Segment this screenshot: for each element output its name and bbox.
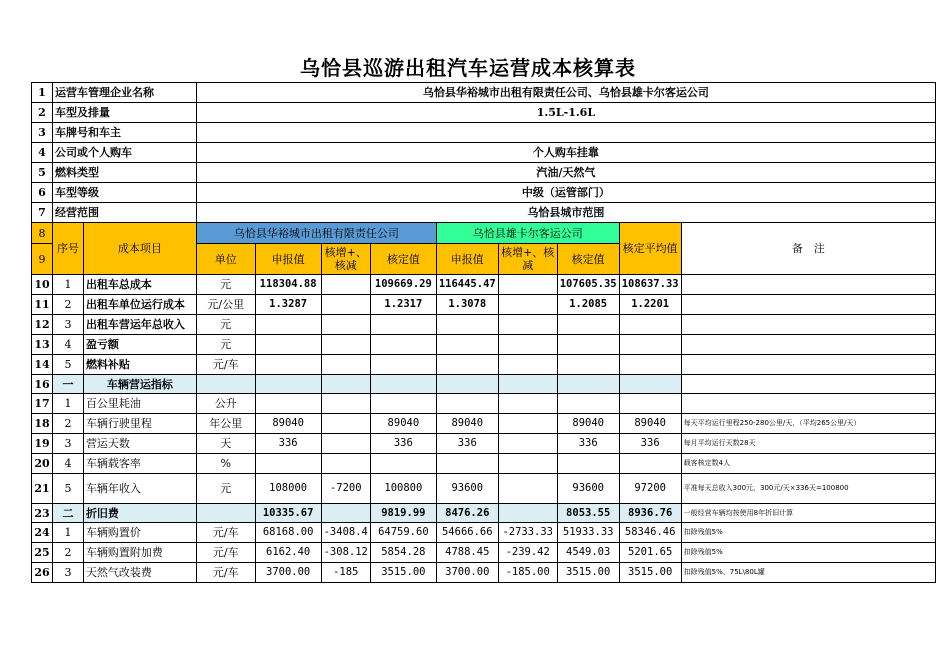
report-value-2 [436,375,498,394]
note-cell: 扣除残值5% [681,543,935,563]
approved-value-2: 93600 [557,474,619,504]
row-number: 7 [32,203,53,223]
report-value-2 [436,355,498,375]
report-value-1: 336 [255,434,321,454]
row-number: 21 [32,474,53,504]
adjust-value-1 [321,504,370,523]
table-row [32,434,936,454]
item-cell: 燃料补贴 [83,355,196,375]
adjust-value-2 [498,474,557,504]
adjust-value-2 [498,275,557,295]
seq-cell: 5 [52,474,83,504]
info-row [32,123,936,143]
info-value: 1.5L-1.6L [196,103,935,123]
approved-value-1 [370,335,436,355]
adjust-value-1 [321,414,370,434]
report-value-2: 4788.45 [436,543,498,563]
item-cell: 车辆载客率 [83,454,196,474]
report-value-1: 68168.00 [255,523,321,543]
approved-value-2: 336 [557,434,619,454]
adjust-value-1 [321,394,370,414]
table-row [32,375,936,394]
report-value-2: 116445.47 [436,275,498,295]
report-value-2 [436,454,498,474]
seq-cell: 1 [52,394,83,414]
row-number: 18 [32,414,53,434]
approved-value-1: 64759.60 [370,523,436,543]
adjust-value-2 [498,315,557,335]
adjust-value-2: -185.00 [498,563,557,583]
adjust-value-1 [321,375,370,394]
avg-value: 5201.65 [619,543,681,563]
note-cell: 扣除残值5%、75L\80L罐 [681,563,935,583]
info-row [32,103,936,123]
row-number: 26 [32,563,53,583]
report-value-2: 8476.26 [436,504,498,523]
adjust-value-2 [498,394,557,414]
adjust-value-1: -3408.4 [321,523,370,543]
avg-value: 3515.00 [619,563,681,583]
approved-header-2: 核定值 [557,244,619,275]
item-cell: 盈亏额 [83,335,196,355]
table-row [32,355,936,375]
table-row [32,563,936,583]
avg-value: 108637.33 [619,275,681,295]
report-header-1: 申报值 [255,244,321,275]
table-row [32,474,936,504]
adjust-header-2: 核增+、核减 [498,244,557,275]
info-label: 车型及排量 [52,103,196,123]
adjust-value-2: -239.42 [498,543,557,563]
seq-cell: 一 [52,375,83,394]
unit-cell: 公升 [196,394,255,414]
approved-value-1 [370,375,436,394]
approved-value-2: 8053.55 [557,504,619,523]
adjust-value-2 [498,454,557,474]
adjust-value-1 [321,355,370,375]
note-cell: 一般经营车辆均按使用8年折旧计算 [681,504,935,523]
info-label: 公司或个人购车 [52,143,196,163]
note-cell: 每月平均运行天数28天 [681,434,935,454]
row-number: 19 [32,434,53,454]
approved-value-1: 109669.29 [370,275,436,295]
item-cell: 营运天数 [83,434,196,454]
table-row [32,295,936,315]
info-value: 汽油/天然气 [196,163,935,183]
seq-cell: 4 [52,335,83,355]
seq-cell: 4 [52,454,83,474]
info-row [32,143,936,163]
note-cell: 扣除残值5% [681,523,935,543]
unit-cell: 元 [196,315,255,335]
item-cell: 百公里耗油 [83,394,196,414]
adjust-value-1 [321,335,370,355]
note-cell [681,355,935,375]
approved-header-1: 核定值 [370,244,436,275]
note-cell: 平准每天总收入300元，300元/天×336天=100800 [681,474,935,504]
row-number: 23 [32,504,53,523]
unit-cell: 元 [196,275,255,295]
report-value-1 [255,355,321,375]
avg-value [619,315,681,335]
note-cell [681,375,935,394]
avg-value [619,375,681,394]
note-cell [681,315,935,335]
row-number: 9 [32,244,53,275]
unit-cell: 元/车 [196,543,255,563]
avg-header: 核定平均值 [619,223,681,275]
adjust-value-2 [498,355,557,375]
approved-value-1: 336 [370,434,436,454]
info-label: 运营车管理企业名称 [52,83,196,103]
table-row [32,543,936,563]
seq-cell: 2 [52,543,83,563]
unit-cell: % [196,454,255,474]
unit-cell: 天 [196,434,255,454]
unit-cell: 元/车 [196,563,255,583]
seq-cell: 二 [52,504,83,523]
adjust-value-1 [321,454,370,474]
adjust-value-1 [321,295,370,315]
note-cell [681,295,935,315]
unit-cell [196,504,255,523]
adjust-value-2 [498,434,557,454]
info-label: 车牌号和车主 [52,123,196,143]
adjust-value-2: -2733.33 [498,523,557,543]
seq-cell: 2 [52,295,83,315]
report-value-2: 3700.00 [436,563,498,583]
table-row [32,394,936,414]
row-number: 20 [32,454,53,474]
report-value-2: 93600 [436,474,498,504]
unit-cell: 元 [196,474,255,504]
adjust-value-1 [321,315,370,335]
adjust-header-1: 核增+、核减 [321,244,370,275]
avg-value [619,454,681,474]
table-row [32,315,936,335]
unit-cell: 年公里 [196,414,255,434]
note-cell [681,275,935,295]
approved-value-1 [370,394,436,414]
table-row [32,504,936,523]
approved-value-2 [557,315,619,335]
unit-cell: 元 [196,335,255,355]
report-value-1 [255,375,321,394]
approved-value-1: 5854.28 [370,543,436,563]
item-cell: 出租车营运年总收入 [83,315,196,335]
info-row [32,203,936,223]
seq-cell: 1 [52,275,83,295]
adjust-value-1: -185 [321,563,370,583]
report-value-2: 336 [436,434,498,454]
unit-cell [196,375,255,394]
unit-cell: 元/车 [196,355,255,375]
avg-value: 58346.46 [619,523,681,543]
info-value: 个人购车挂靠 [196,143,935,163]
info-value: 中级（运管部门） [196,183,935,203]
row-number: 2 [32,103,53,123]
table-row [32,454,936,474]
info-value [196,123,935,143]
report-value-2 [436,394,498,414]
approved-value-1: 100800 [370,474,436,504]
row-number: 1 [32,83,53,103]
approved-value-2: 89040 [557,414,619,434]
approved-value-1: 1.2317 [370,295,436,315]
approved-value-1 [370,315,436,335]
seq-cell: 5 [52,355,83,375]
adjust-value-1: -7200 [321,474,370,504]
info-value: 乌恰县城市范围 [196,203,935,223]
seq-cell: 3 [52,315,83,335]
row-number: 6 [32,183,53,203]
item-cell: 天然气改装费 [83,563,196,583]
report-header-2: 申报值 [436,244,498,275]
approved-value-2: 3515.00 [557,563,619,583]
seq-cell: 3 [52,434,83,454]
row-number: 8 [32,223,53,244]
approved-value-2: 4549.03 [557,543,619,563]
note-cell [681,394,935,414]
unit-cell: 元/车 [196,523,255,543]
approved-value-2 [557,355,619,375]
report-value-1 [255,454,321,474]
item-cell: 车辆行驶里程 [83,414,196,434]
avg-value: 1.2201 [619,295,681,315]
report-value-1 [255,315,321,335]
adjust-value-1 [321,434,370,454]
item-cell: 车辆营运指标 [83,375,196,394]
row-number: 5 [32,163,53,183]
report-value-1: 3700.00 [255,563,321,583]
info-value: 乌恰县华裕城市出租有限责任公司、乌恰县雄卡尔客运公司 [196,83,935,103]
report-value-2: 1.3078 [436,295,498,315]
info-label: 经营范围 [52,203,196,223]
remarks-header: 备 注 [681,223,935,275]
row-number: 3 [32,123,53,143]
company2-header: 乌恰县雄卡尔客运公司 [436,223,619,244]
adjust-value-1: -308.12 [321,543,370,563]
table-row [32,335,936,355]
approved-value-2: 51933.33 [557,523,619,543]
row-number: 4 [32,143,53,163]
adjust-value-2 [498,335,557,355]
approved-value-2: 107605.35 [557,275,619,295]
adjust-value-2 [498,504,557,523]
row-number: 14 [32,355,53,375]
avg-value [619,394,681,414]
approved-value-1 [370,355,436,375]
report-value-2 [436,315,498,335]
info-label: 车型等级 [52,183,196,203]
row-number: 16 [32,375,53,394]
avg-value [619,355,681,375]
page-title: 乌恰县巡游出租汽车运营成本核算表 [300,56,636,80]
item-cell: 出租车单位运行成本 [83,295,196,315]
approved-value-2 [557,375,619,394]
note-cell: 每天平均运行里程250-280公里/天，（平均265公里/天） [681,414,935,434]
avg-value: 8936.76 [619,504,681,523]
report-value-2: 89040 [436,414,498,434]
approved-value-2 [557,335,619,355]
report-value-1: 10335.67 [255,504,321,523]
unit-header: 单位 [196,244,255,275]
item-cell: 车辆购置附加费 [83,543,196,563]
adjust-value-2 [498,375,557,394]
note-cell: 载客核定数4人 [681,454,935,474]
report-value-1: 89040 [255,414,321,434]
row-number: 12 [32,315,53,335]
approved-value-1: 89040 [370,414,436,434]
avg-value [619,335,681,355]
company1-header: 乌恰县华裕城市出租有限责任公司 [196,223,436,244]
avg-value: 336 [619,434,681,454]
row-number: 11 [32,295,53,315]
report-value-1: 118304.88 [255,275,321,295]
item-header: 成本项目 [83,223,196,275]
adjust-value-1 [321,275,370,295]
row-number: 13 [32,335,53,355]
avg-value: 97200 [619,474,681,504]
adjust-value-2 [498,295,557,315]
seq-cell: 1 [52,523,83,543]
approved-value-2 [557,394,619,414]
approved-value-1: 9819.99 [370,504,436,523]
report-value-1 [255,394,321,414]
item-cell: 车辆年收入 [83,474,196,504]
avg-value: 89040 [619,414,681,434]
row-number: 25 [32,543,53,563]
item-cell: 出租车总成本 [83,275,196,295]
report-value-1: 1.3287 [255,295,321,315]
table-row [32,414,936,434]
row-number: 10 [32,275,53,295]
report-value-2 [436,335,498,355]
report-value-1: 108000 [255,474,321,504]
adjust-value-2 [498,414,557,434]
item-cell: 折旧费 [83,504,196,523]
row-number: 24 [32,523,53,543]
info-row [32,163,936,183]
report-value-1 [255,335,321,355]
info-label: 燃料类型 [52,163,196,183]
report-value-1: 6162.40 [255,543,321,563]
note-cell [681,335,935,355]
report-value-2: 54666.66 [436,523,498,543]
approved-value-1 [370,454,436,474]
seq-cell: 3 [52,563,83,583]
item-cell: 车辆购置价 [83,523,196,543]
seq-cell: 2 [52,414,83,434]
cost-table [31,82,936,583]
approved-value-2 [557,454,619,474]
info-row [32,183,936,203]
unit-cell: 元/公里 [196,295,255,315]
seq-header: 序号 [52,223,83,275]
info-row [32,83,936,103]
approved-value-1: 3515.00 [370,563,436,583]
approved-value-2: 1.2085 [557,295,619,315]
row-number: 17 [32,394,53,414]
table-row [32,523,936,543]
table-row [32,275,936,295]
